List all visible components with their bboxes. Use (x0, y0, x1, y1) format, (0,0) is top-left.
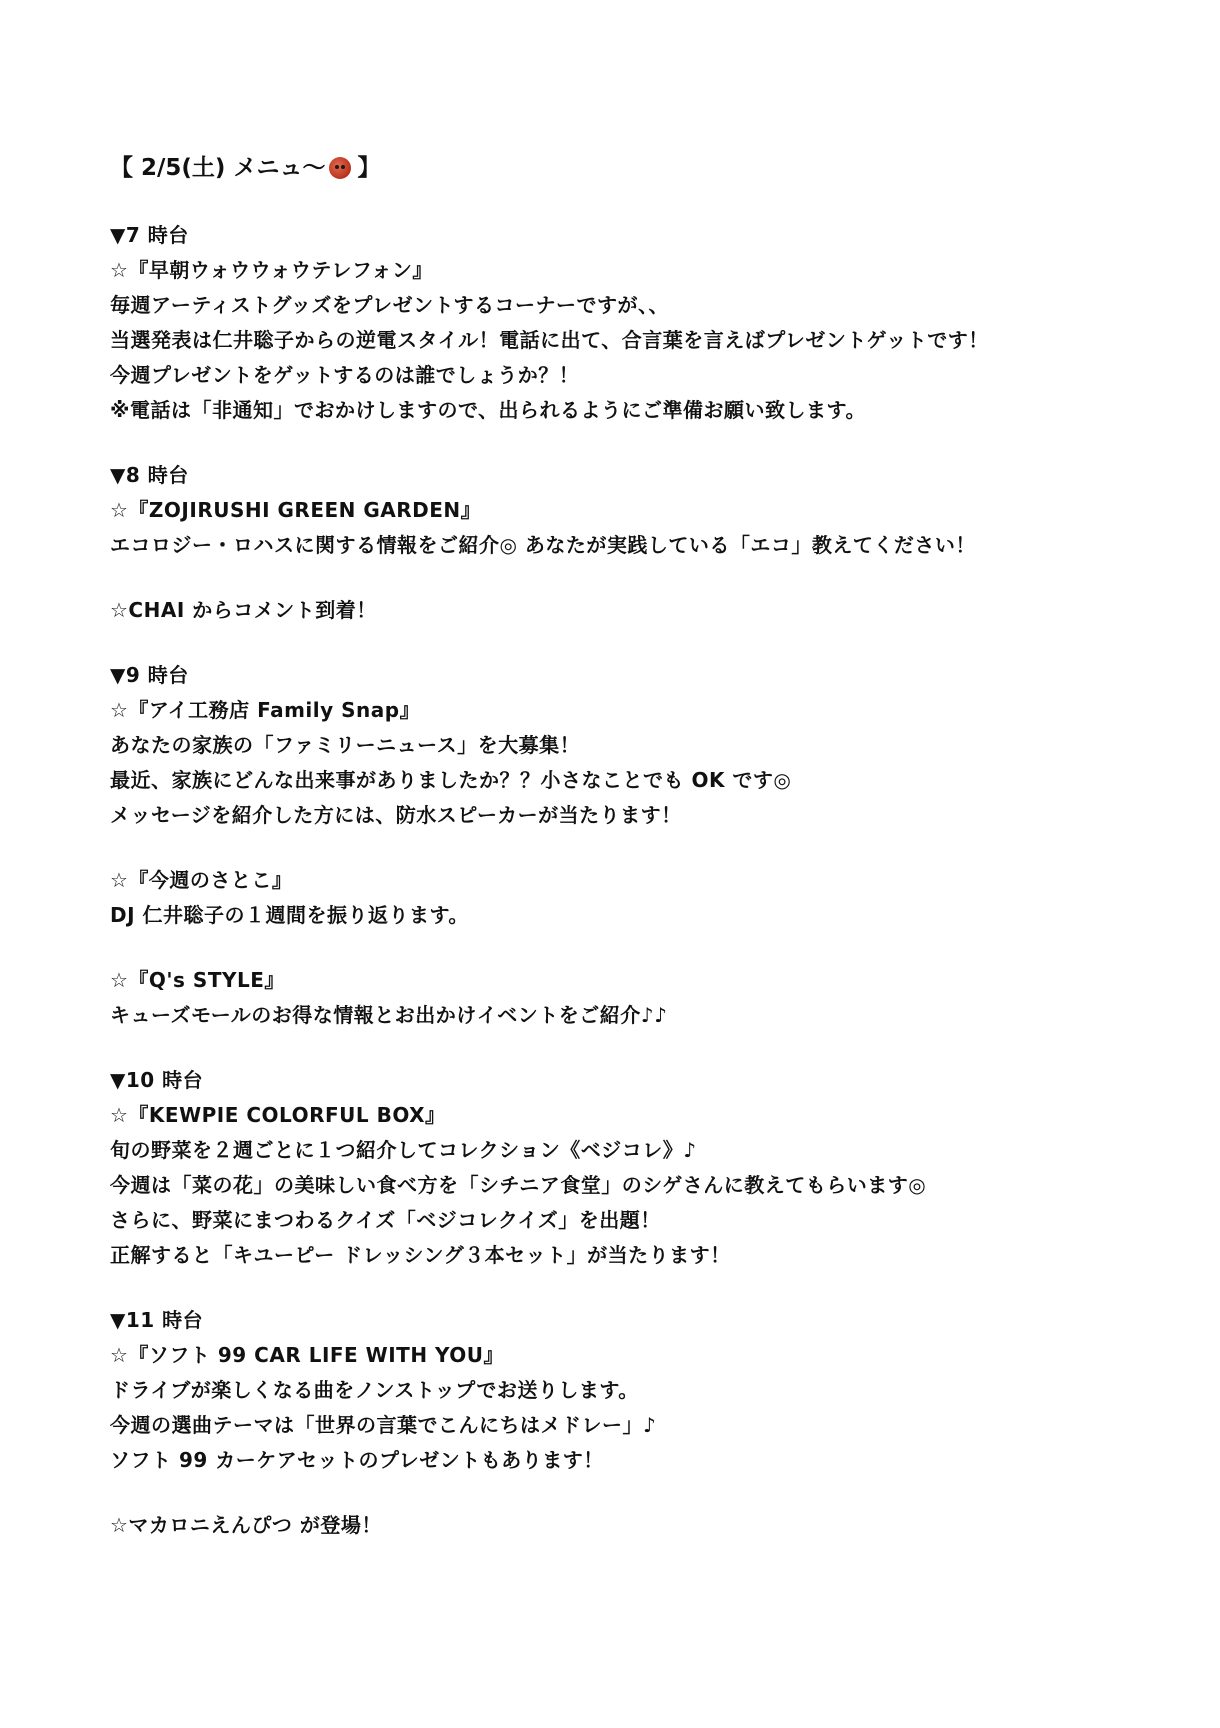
segment-description: ソフト 99 カーケアセットのプレゼントもあります！ (110, 1448, 604, 1472)
segment-title: ☆『アイ工務店 Family Snap』 (110, 698, 421, 722)
segment-description: 毎週アーティストグッズをプレゼントするコーナーですが、、 (110, 293, 669, 317)
segment-title: ☆『ソフト 99 CAR LIFE WITH YOU』 (110, 1343, 505, 1367)
segment-title: ☆『早朝ウォウウォウテレフォン』 (110, 258, 433, 282)
section-spacer (110, 563, 1130, 593)
hour-heading: ▼7 時台 (110, 223, 189, 247)
section-spacer (110, 1033, 1130, 1063)
title-text: 【 2/5(土) メニュ～ (110, 155, 326, 181)
menu-section (110, 1303, 1130, 1478)
menu-section (110, 1063, 1130, 1273)
segment-description: あなたの家族の「ファミリーニュース」を大募集！ (110, 733, 581, 757)
segment-title: ☆『KEWPIE COLORFUL BOX』 (110, 1103, 446, 1127)
segment-description: キューズモールのお得な情報とお出かけイベントをご紹介♪♪ (110, 1003, 668, 1027)
menu-section (110, 218, 1130, 428)
section-spacer (110, 833, 1130, 863)
segment-description: DJ 仁井聡子の１週間を振り返ります。 (110, 903, 469, 927)
hour-heading: ▼11 時台 (110, 1308, 204, 1332)
hour-heading: ▼9 時台 (110, 663, 189, 687)
segment-title: ☆『ZOJIRUSHI GREEN GARDEN』 (110, 498, 482, 522)
title-close-bracket: 】 (357, 155, 381, 181)
section-spacer (110, 933, 1130, 963)
section-spacer (110, 188, 1130, 218)
menu-sections (110, 188, 1130, 1543)
section-spacer (110, 428, 1130, 458)
segment-description: 正解すると「キユーピー ドレッシング３本セット」が当たります！ (110, 1243, 731, 1267)
menu-section (110, 658, 1130, 833)
segment-description: 今週の選曲テーマは「世界の言葉でこんにちはメドレー」♪ (110, 1413, 657, 1437)
segment-description: ドライブが楽しくなる曲をノンストップでお送りします。 (110, 1378, 639, 1402)
segment-description: エコロジー・ロハスに関する情報をご紹介◎ あなたが実践している「エコ」教えてください！ (110, 533, 976, 557)
section-spacer (110, 1273, 1130, 1303)
section-spacer (110, 1478, 1130, 1508)
oni-face-icon (329, 157, 351, 179)
segment-description: 当選発表は仁井聡子からの逆電スタイル！電話に出て、合言葉を言えばプレゼントゲットです！ (110, 328, 989, 352)
segment-description: メッセージを紹介した方には、防水スピーカーが当たります！ (110, 803, 682, 827)
menu-document (110, 148, 1130, 1543)
segment-description: 旬の野菜を２週ごとに１つ紹介してコレクション《ベジコレ》♪ (110, 1138, 697, 1162)
segment-description: 最近、家族にどんな出来事がありましたか？？小さなことでも OK です◎ (110, 768, 792, 792)
hour-heading: ▼8 時台 (110, 463, 189, 487)
segment-title: ☆『Q's STYLE』 (110, 968, 285, 992)
menu-section (110, 593, 1130, 628)
segment-title: ☆『今週のさとこ』 (110, 868, 293, 892)
page-title (110, 148, 1130, 188)
segment-description: ※電話は「非通知」でおかけしますので、出られるようにご準備お願い致します。 (110, 398, 866, 422)
menu-section (110, 963, 1130, 1033)
segment-description: 今週プレゼントをゲットするのは誰でしょうか？！ (110, 363, 580, 387)
section-spacer (110, 628, 1130, 658)
segment-title: ☆CHAI からコメント到着！ (110, 598, 377, 622)
segment-title: ☆マカロニえんぴつ が登場！ (110, 1513, 382, 1537)
menu-section (110, 458, 1130, 563)
menu-section (110, 1508, 1130, 1543)
segment-description: さらに、野菜にまつわるクイズ「ベジコレクイズ」を出題！ (110, 1208, 661, 1232)
segment-description: 今週は「菜の花」の美味しい食べ方を「シチニア食堂」のシゲさんに教えてもらいます◎ (110, 1173, 927, 1197)
hour-heading: ▼10 時台 (110, 1068, 204, 1092)
menu-section (110, 863, 1130, 933)
